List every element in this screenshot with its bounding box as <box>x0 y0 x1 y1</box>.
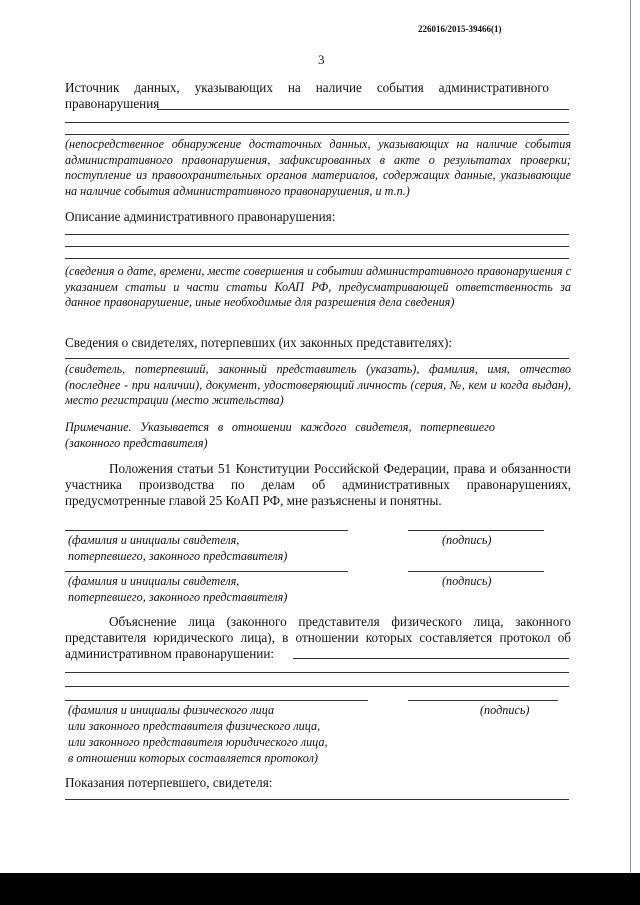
witness-name-caption-1b: потерпевшего, законного представителя) <box>68 549 288 563</box>
page-number: 3 <box>318 52 325 67</box>
person-name-caption-3: или законного представителя юридического лица, <box>68 735 328 749</box>
person-sign-line[interactable] <box>408 700 558 701</box>
person-sign-caption: (подпись) <box>480 703 530 717</box>
description-hint: (сведения о дате, времени, месте совершения и событии административного правонарушения с указанием статьи и части статьи КоАП РФ, предусматривающей ответственность за данное правонарушение, иные необходимые для разрешения дела сведения) <box>65 264 571 310</box>
witness-sign-caption-1: (подпись) <box>442 533 492 547</box>
witness-name-line-2[interactable] <box>65 571 348 572</box>
explanation-field-line-2[interactable] <box>65 672 569 673</box>
explanation-paragraph: Объяснение лица (законного представителя физического лица, законного представителя юридического лица), в отношении которых составляется протокол об административном правонарушении: <box>65 614 571 661</box>
witnesses-note: Примечание. Указывается в отношении каждого свидетеля, потерпевшего (законного представителя) <box>65 420 495 450</box>
constitution-paragraph: Положения статьи 51 Конституции Российской Федерации, права и обязанности участника производства по делам об административных правонарушениях, предусмотренные главой 25 КоАП РФ, мне разъяснены и понятны. <box>65 461 571 508</box>
scan-bottom-border <box>0 873 640 905</box>
witness-name-caption-2a: (фамилия и инициалы свидетеля, <box>68 574 240 588</box>
witness-sign-line-1[interactable] <box>408 530 544 531</box>
description-field-line-3[interactable] <box>65 258 569 259</box>
witness-name-line-1[interactable] <box>65 530 348 531</box>
document-number: 226016/2015-39466(1) <box>418 24 502 34</box>
source-label-line2: правонарушения <box>65 96 160 111</box>
explanation-field-line-3[interactable] <box>65 686 569 687</box>
witness-name-caption-2b: потерпевшего, законного представителя) <box>68 590 288 604</box>
witness-sign-caption-2: (подпись) <box>442 574 492 588</box>
source-field-line-2[interactable] <box>65 122 569 123</box>
person-name-caption-1: (фамилия и инициалы физического лица <box>68 703 275 717</box>
witness-name-caption-1a: (фамилия и инициалы свидетеля, <box>68 533 240 547</box>
source-field-line-3[interactable] <box>65 134 569 135</box>
witness-sign-line-2[interactable] <box>408 571 544 572</box>
testimony-field-line[interactable] <box>65 799 569 800</box>
witnesses-field-line[interactable] <box>65 358 569 359</box>
testimony-label: Показания потерпевшего, свидетеля: <box>65 775 273 790</box>
document-page <box>10 0 631 873</box>
witnesses-hint: (свидетель, потерпевший, законный представитель (указать), фамилия, имя, отчество (последнее - при наличии), документ, удостоверяющий личность (серия, №, кем и когда выдан), место регистрации (место жительства) <box>65 362 571 408</box>
description-label: Описание административного правонарушения: <box>65 209 336 224</box>
person-name-caption-2: или законного представителя физического лица, <box>68 719 321 733</box>
witnesses-label: Сведения о свидетелях, потерпевших (их законных представителях): <box>65 335 453 350</box>
explanation-field-line-1[interactable] <box>293 658 569 659</box>
person-name-caption-4: в отношении которых составляется протокол) <box>68 751 318 765</box>
source-label-line1: Источник данных, указывающих на наличие события административного <box>65 80 549 95</box>
description-field-line-2[interactable] <box>65 246 569 247</box>
source-field-line-1[interactable] <box>157 109 569 110</box>
description-field-line-1[interactable] <box>65 234 569 235</box>
person-name-line[interactable] <box>65 700 368 701</box>
source-hint: (непосредственное обнаружение достаточных данных, указывающих на наличие события административного правонарушения, зафиксированных в акте о результатах проверки; поступление из правоохранительных органов материалов, содержащих данные, указывающие на наличие события административного правонарушения, и т.п.) <box>65 137 571 198</box>
